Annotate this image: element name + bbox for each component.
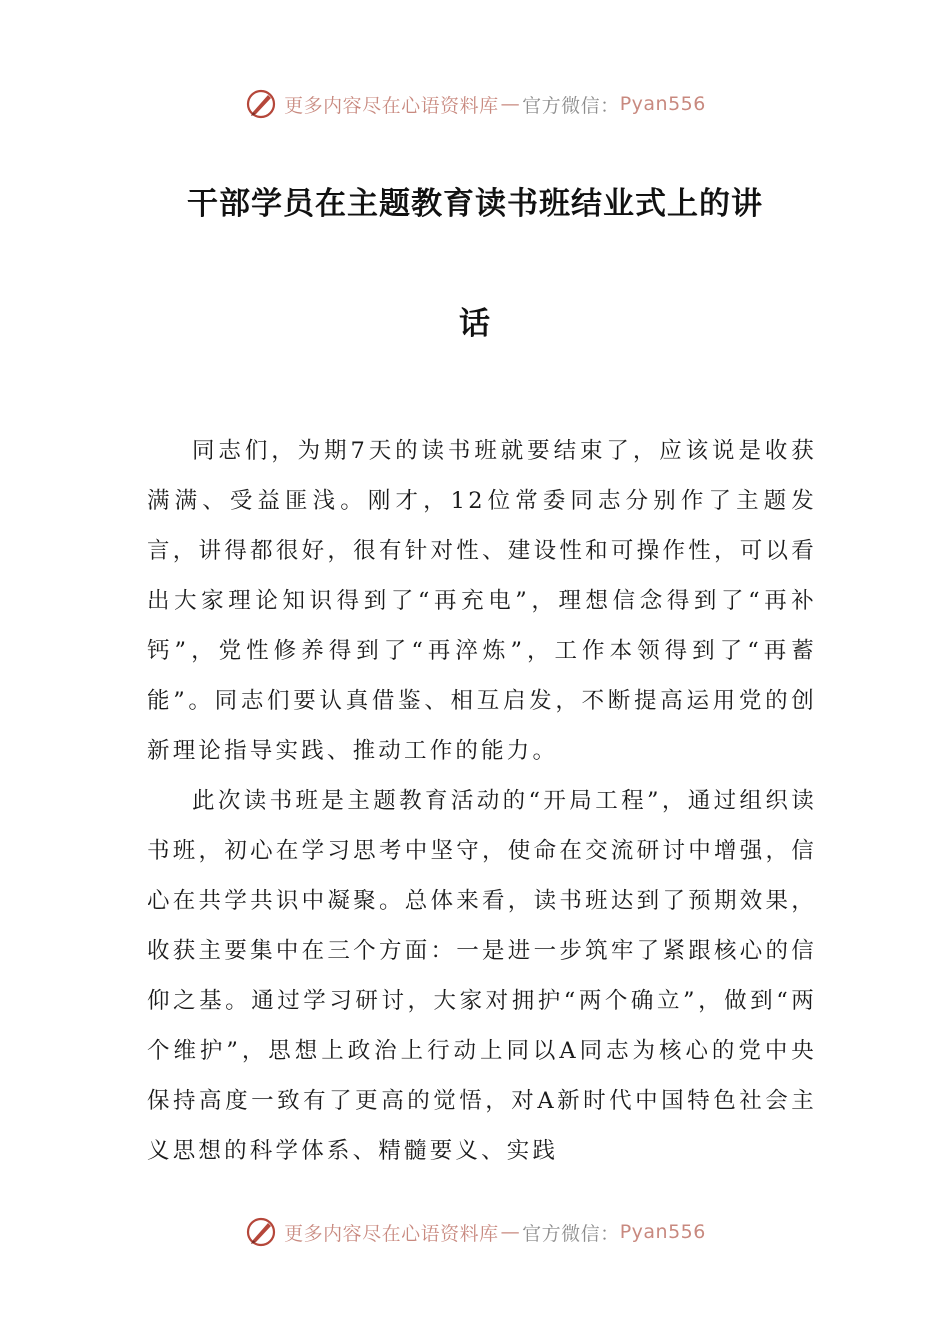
- watermark-sub-text: 官方微信：: [522, 1222, 620, 1245]
- document-body: [147, 426, 817, 1176]
- paragraph-1: 同志们，为期7天的读书班就要结束了，应该说是收获满满、受益匪浅。刚才，12位常委同志分别作了主题发言，讲得都很好，很有针对性、建设性和可操作性，可以看出大家理论知识得到了“再充电”，理想信念得到了“再补钙”，党性修养得到了“再淬炼”，工作本领得到了“再蓄能”。同志们要认真借鉴、相互启发，不断提高运用党的创新理论指导实践、推动工作的能力。: [147, 438, 817, 764]
- pen-circle-logo-icon: [244, 1215, 278, 1249]
- watermark-id: Pyan556: [619, 93, 706, 115]
- watermark-dash: —: [500, 1221, 521, 1243]
- document-title-line2: 话: [459, 306, 491, 342]
- paragraph-2: 此次读书班是主题教育活动的“开局工程”，通过组织读书班，初心在学习思考中坚守，使命在交流研讨中增强，信心在共学共识中凝聚。总体来看，读书班达到了预期效果，收获主要集中在三个方面：一是进一步筑牢了紧跟核心的信仰之基。通过学习研讨，大家对拥护“两个确立”，做到“两个维护”，思想上政治上行动上同以A同志为核心的党中央保持高度一致有了更高的觉悟，对A新时代中国特色社会主义思想的科学体系、精髓要义、实践: [147, 788, 817, 1164]
- pen-circle-logo-icon: [244, 87, 278, 121]
- watermark-id: Pyan556: [619, 1221, 706, 1243]
- watermark-main-text: 更多内容尽在心语资料库: [284, 1222, 499, 1245]
- document-title-line1: 干部学员在主题教育读书班结业式上的讲: [187, 186, 763, 222]
- watermark-footer: [0, 1212, 950, 1252]
- watermark-header: [0, 84, 950, 124]
- watermark-sub-text: 官方微信：: [522, 94, 620, 117]
- watermark-dash: —: [500, 93, 521, 115]
- watermark-main-text: 更多内容尽在心语资料库: [284, 94, 499, 117]
